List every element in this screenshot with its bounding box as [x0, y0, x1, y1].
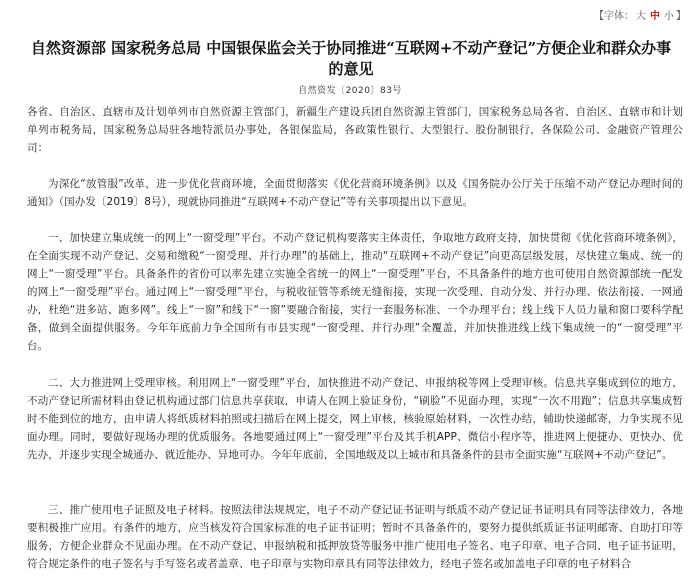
addressee-paragraph: 各省、自治区、直辖市及计划单列市自然资源主管部门，新疆生产建设兵团自然资源主管部门，国家税务总局各省、自治区、直辖市和计划单列市税务局，国家税务总局驻各地特派员办事处，各银保监局，各政策性银行、大型银行、股份制银行，各保险公司、金融资产管理公司：	[27, 106, 683, 154]
font-size-suffix: 】	[676, 11, 686, 22]
section-two-paragraph: 二、大力推进网上受理审核。利用网上“一窗受理”平台，加快推进不动产登记、申报纳税等网上受理审核。信息共享集成到位的地方，不动产登记所需材料由登记机构通过部门信息共享获取，申请人在网上验证身份，“刷脸”不见面办理，实现“一次不用跑”；信息共享集成暂时不能到位的地方，由申请人将纸质材料拍照或扫描后在网上提交，网上审核，核验原始材料，一次性办结，辅助快递邮寄，力争实现不见面办理。同时，要做好现场办理的优质服务。各地要通过网上“一窗受理”平台及其手机APP、微信小程序等，推进网上便捷办、更快办、优先办，并逐步实现全城通办、就近能办、异地可办。今年年底前，全国地级及以上城市和具备条件的县市全面实施“互联网+不动产登记”。	[27, 377, 683, 461]
font-size-small-link[interactable]: 小	[664, 11, 674, 22]
intro-paragraph: 为深化“放管服”改革，进一步优化营商环境，全面贯彻落实《优化营商环境条例》以及《国务院办公厅关于压缩不动产登记办理时间的通知》（国办发〔2019〕8号），现就协同推进“互联网+不动产登记”等有关事项提出以下意见。	[27, 178, 683, 208]
section-one-paragraph: 一、加快建立集成统一的网上“一窗受理”平台。不动产登记机构要落实主体责任，争取地方政府支持，加快贯彻《优化营商环境条例》，在全面实现不动产登记、交易和缴税“一窗受理、并行办理”的基础上，推动“互联网+不动产登记”向更高层级发展，尽快建立集成、统一的网上“一窗受理”平台。具备条件的省份可以率先建立实施全省统一的网上“一窗受理”平台，不具备条件的地方也可使用自然资源部统一配发的网上“一窗受理”平台。通过网上“一窗受理”平台，与税收征管等系统无缝衔接，实现一次受理、自动分发、并行办理、依法衔接、一网通办，杜绝“进多站、跑多网”。线上“一窗”和线下“一窗”要融合衔接，实行一套服务标准、一个办理平台；线上线下人员力量和窗口要科学配备，做到全面提供服务。今年年底前力争全国所有市县实现“一窗受理、并行办理”全覆盖，并加快推进线上线下集成统一的“一窗受理”平台。	[27, 232, 683, 352]
document-title: 自然资源部 国家税务总局 中国银保监会关于协同推进“互联网+不动产登记”方便企业和群众办事的意见	[30, 39, 672, 78]
font-size-prefix: 【字体：	[594, 11, 634, 22]
font-size-large-link[interactable]: 大	[636, 11, 646, 22]
font-size-medium-link[interactable]: 中	[650, 11, 660, 22]
section-three-paragraph: 三、推广使用电子证照及电子材料。按照法律法规规定，电子不动产登记证书证明与纸质不动产登记证书证明具有同等法律效力，各地要积极推广应用。有条件的地方，应当核发符合国家标准的电子证书证明；暂时不具备条件的，要努力提供纸质证书证明邮寄、自助打印等服务，方便企业群众不见面办理。在不动产登记、申报纳税和抵押放贷等服务中推广使用电子签名、电子印章、电子合同、电子证书证明，符合规定条件的电子签名与手写签名或者盖章、电子印章与实物印章具有同等法律效力，经电子签名或加盖电子印章的电子材料合	[27, 504, 683, 570]
font-size-selector	[594, 7, 686, 22]
document-number: 自然资发〔2020〕83号	[298, 86, 402, 96]
